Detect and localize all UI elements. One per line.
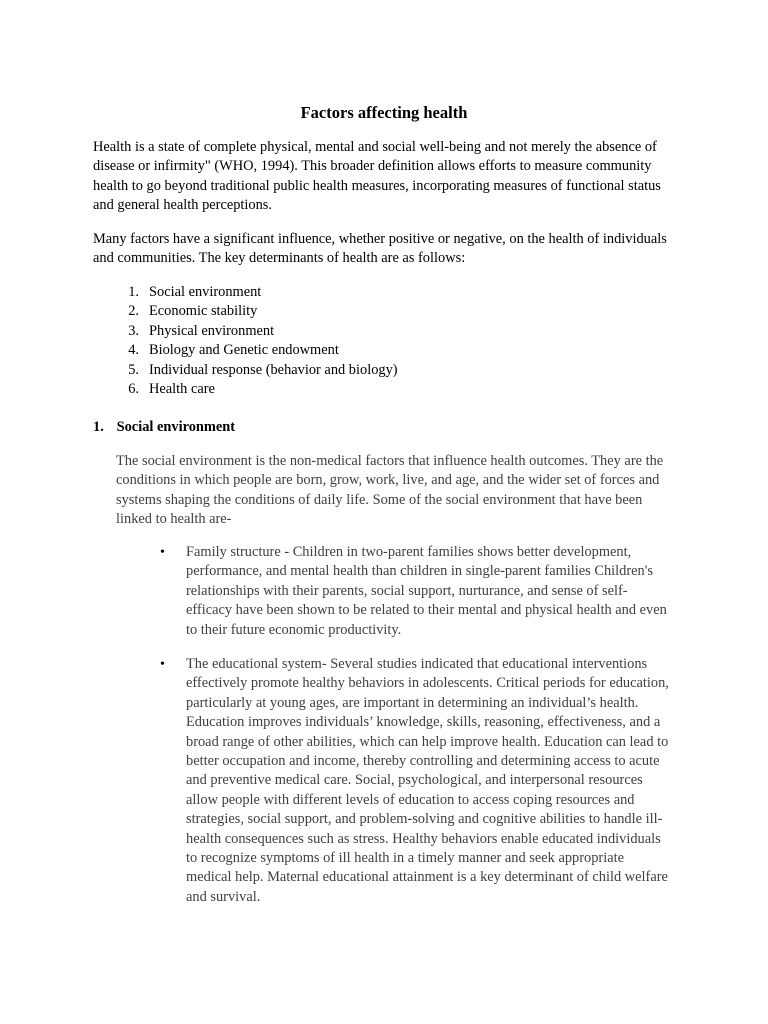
list-item-text: Individual response (behavior and biology) bbox=[149, 361, 398, 378]
list-item-text: Physical environment bbox=[149, 322, 275, 339]
list-item-number: 5. bbox=[128, 361, 139, 378]
bullet-item bbox=[160, 543, 672, 640]
list-item-number: 2. bbox=[128, 303, 139, 320]
list-item bbox=[93, 283, 653, 302]
intro-paragraph: Health is a state of complete physical, mental and social well-being and not merely the absence of disease or infirmity" (WHO, 1994). This broader definition allows efforts to measure community health to go beyond traditional public health measures, incorporating measures of functional status and general health perceptions. bbox=[93, 139, 661, 214]
bullet-icon: • bbox=[160, 657, 165, 672]
bullet-icon: • bbox=[160, 545, 165, 560]
bullet-item bbox=[160, 655, 672, 907]
list-item-number: 6. bbox=[128, 381, 139, 398]
list-item-text: Biology and Genetic endowment bbox=[149, 342, 339, 359]
list-item-number: 4. bbox=[128, 342, 139, 359]
determinants-intro-paragraph: Many factors have a significant influence, whether positive or negative, on the health of individuals and communities. The key determinants of health are as follows: bbox=[93, 231, 667, 267]
section-heading-number: 1. bbox=[93, 419, 104, 435]
section-intro-paragraph: The social environment is the non-medical factors that influence health outcomes. They are the conditions in which people are born, grow, work, live, and age, and the wider set of forces and systems shaping the conditions of daily life. Some of the social environment that have been linked to health are- bbox=[116, 453, 664, 528]
section-heading bbox=[93, 418, 235, 437]
document-title: Factors affecting health bbox=[300, 103, 468, 122]
section-heading-text: Social environment bbox=[116, 419, 236, 435]
bullet-item-text: The educational system- Several studies indicated that educational interventions effectively promote healthy behaviors in adolescents. Critical periods for education, particularly at young ages, are important in determining an individual’s health. Education improves individuals’ knowledge, skills, reasoning, effectiveness, and a broad range of other abilities, which can help improve health. Education can lead to better occupation and income, thereby controlling and determining access to acute and preventive medical care. Social, psychological, and interpersonal resources allow people with different levels of education to access coping resources and strategies, social support, and problem-solving and cognitive abilities to handle ill-health consequences such as stress. Healthy behaviors enable educated individuals to recognize symptoms of ill health in a timely manner and seek appropriate medical help. Maternal educational attainment is a key determinant of child welfare and survival. bbox=[186, 656, 669, 905]
list-item-text: Economic stability bbox=[149, 303, 258, 320]
list-item bbox=[93, 322, 653, 341]
list-item bbox=[93, 302, 653, 321]
list-item bbox=[93, 361, 653, 380]
list-item bbox=[93, 380, 653, 399]
list-item-text: Social environment bbox=[149, 284, 262, 300]
determinants-list bbox=[93, 283, 653, 399]
list-item-number: 1. bbox=[128, 284, 139, 300]
bullet-item-text: Family structure - Children in two-parent families shows better development, performance, and mental health than children in single-parent families Children's relationships with their parents, social support, nurturance, and sense of self-efficacy have been shown to be related to their mental and physical health and even to their future economic productivity. bbox=[186, 544, 667, 638]
list-item-text: Health care bbox=[149, 381, 215, 398]
list-item-number: 3. bbox=[128, 322, 139, 339]
list-item bbox=[93, 341, 653, 360]
